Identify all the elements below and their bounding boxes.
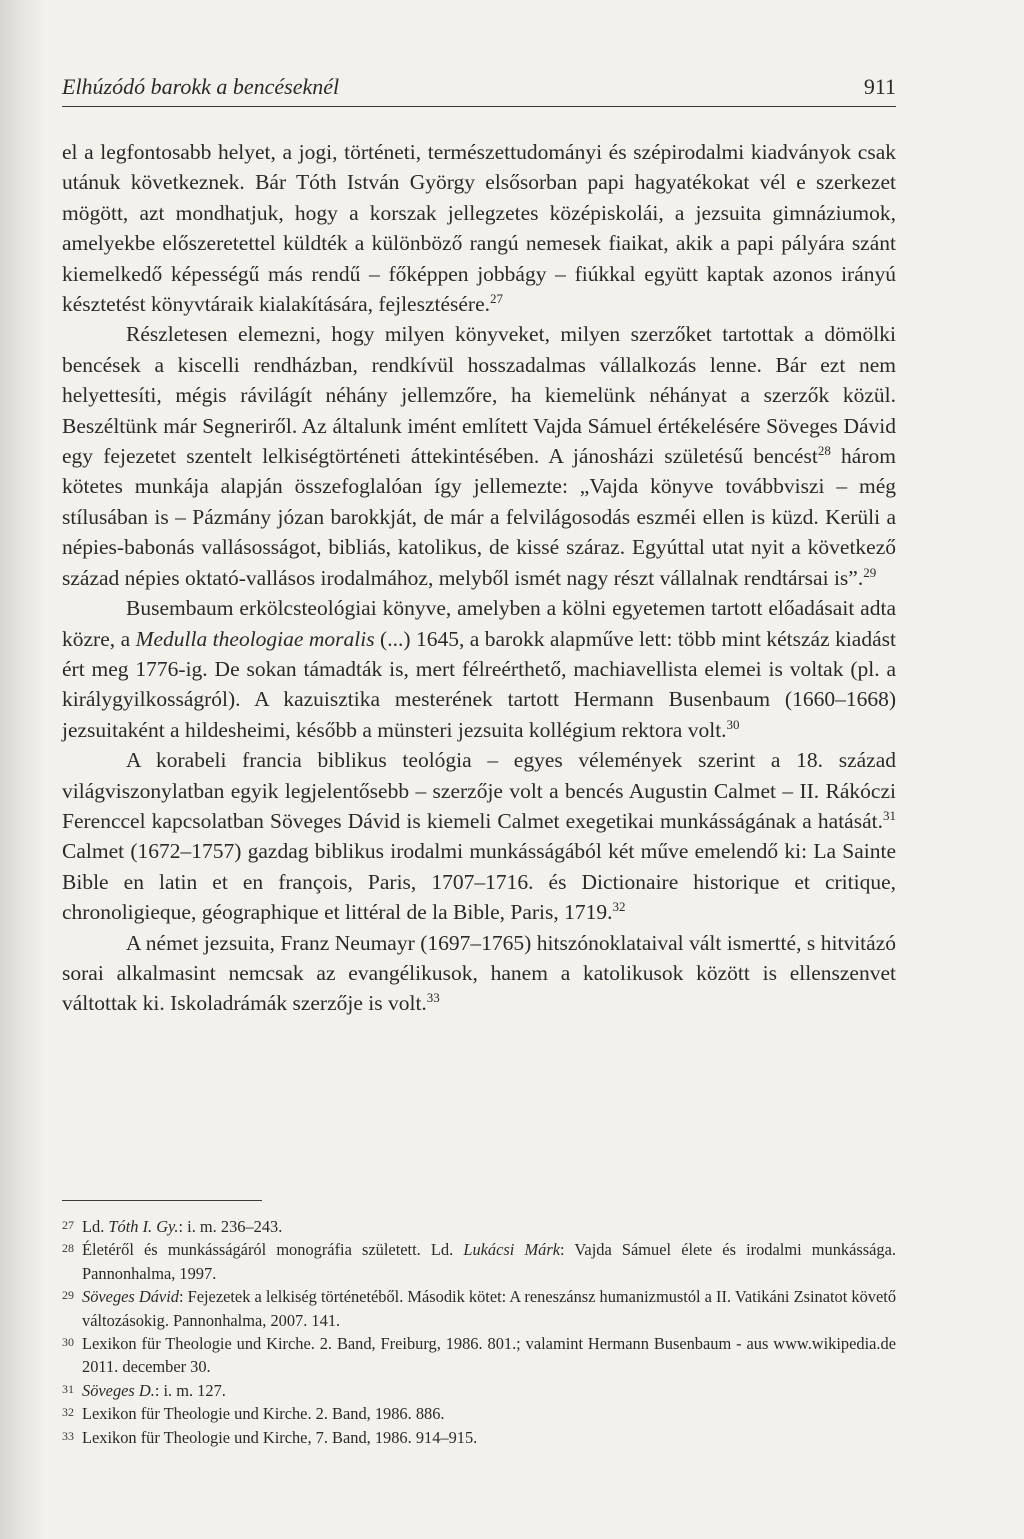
footnote-text-b: : i. m. 127. — [154, 1380, 226, 1400]
footnote-text — [82, 1215, 896, 1238]
footnote-text-b: : Vajda Sámuel élete és irodalmi munkássága. Pannonhalma, 1997. — [82, 1240, 896, 1283]
footnote-text-a: Lexikon für Theologie und Kirche, 7. Band, 1986. 914–915. — [82, 1427, 478, 1447]
paragraph-4-text-b: Calmet (1672–1757) gazdag biblikus irodalmi munkásságából két műve emelendő ki: La Sainte Bible en latin et en françois, Paris, 1707–1716. és Dictionaire historique et critique, chronoligieque, géographique et littéral de la Bible, Paris, 1719. — [62, 839, 896, 925]
footnote-text — [82, 1238, 896, 1285]
footnote-number: 33 — [62, 1428, 74, 1443]
body-text — [62, 137, 896, 1019]
book-title: Medulla theologiae moralis — [135, 626, 375, 651]
footnote-ref-31[interactable]: 31 — [883, 807, 896, 823]
footnote-30 — [62, 1332, 896, 1379]
footnote-text — [82, 1332, 896, 1379]
footnote-ref-30[interactable]: 30 — [726, 716, 740, 732]
footnote-32 — [62, 1402, 896, 1425]
footnote-ref-28[interactable]: 28 — [817, 442, 831, 458]
footnote-text — [82, 1379, 896, 1402]
page-number: 911 — [863, 74, 896, 99]
footnote-text — [82, 1402, 896, 1425]
footnote-number: 32 — [62, 1405, 74, 1420]
footnote-33 — [62, 1426, 896, 1449]
footnote-ref-32[interactable]: 32 — [612, 899, 626, 914]
footnote-ref-33[interactable]: 33 — [426, 990, 440, 1006]
paragraph-1-text: el a legfontosabb helyet, a jogi, történeti, természettudományi és szépirodalmi kiadványok csak utánuk következnek. Bár Tóth István György elsősorban papi hagyatékokat vél e szerkezet mögött, azt mondhatjuk, hogy a korszak jellegzetes középiskolái, a jezsuita gimnáziumok, amelyekbe előszeretettel küldték a különböző rangú nemesek fiaikat, akik a papi pályára szánt kiemelkedő képességű más rendű – főképpen jobbágy – fiúkkal együtt kaptak azonos irányú késztetést könyvtáraik kialakítására, fejlesztésére. — [62, 140, 896, 317]
page-binding-shadow — [0, 0, 46, 1539]
footnote-text-b: : i. m. 236–243. — [178, 1217, 283, 1236]
footnote-27 — [62, 1215, 896, 1238]
running-head-title: Elhúzódó barokk a bencéseknél — [62, 74, 340, 99]
footnote-number: 30 — [62, 1335, 74, 1350]
footnote-text — [82, 1426, 896, 1449]
footnote-text — [82, 1285, 896, 1332]
running-head — [62, 74, 896, 107]
paragraph-4-text-a: A korabeli francia biblikus teológia – egyes vélemények szerint a 18. század világviszonylatban egyik legjelentősebb – szerzője volt a bencés Augustin Calmet – II. Rákóczi Ferenccel kapcsolatban Söveges Dávid is kiemeli Calmet exegetikai munkásságának a hatását. — [62, 748, 896, 833]
paragraph-3 — [62, 593, 896, 745]
paragraph-2-text-a: Részletesen elemezni, hogy milyen könyveket, milyen szerzőket tartottak a dömölki bencések a kiscelli rendházban, rendkívül hosszadalmas vállalkozás lenne. Bár ezt nem helyettesíti, mégis rávilágít néhány jellemzőre, ha kiemelünk néhányat a szerzők közül. Beszéltünk már Segneriről. Az általunk imént említett Vajda Sámuel értékelésére Söveges Dávid egy fejezetet szentelt lelkiségtörténeti áttekintésében. A jánosházi születésű bencést — [62, 322, 896, 469]
paragraph-2-text-b: három kötetes munkája alapján összefoglalóan így jellemezte: „Vajda könyve továbbviszi – még stílusában is – Pázmány józan barokkját, de már a felvilágosodás eszméi ellen is küzd. Kerüli a népies-babonás vallásosságot, bibliás, katolikus, de kissé száraz. Egyúttal utat nyit a következő század népies oktató-vallásos irodalmához, melyből ismét nagy részt vállalnak rendtársai is”. — [62, 444, 896, 590]
footnotes — [62, 1200, 896, 1449]
footnote-text-a: Lexikon für Theologie und Kirche. 2. Band, 1986. 886. — [82, 1404, 445, 1424]
paragraph-1 — [62, 137, 896, 319]
footnote-author: Lukácsi Márk — [463, 1240, 560, 1260]
paragraph-2 — [62, 319, 896, 593]
footnote-author: Söveges D. — [82, 1380, 155, 1400]
footnote-31 — [62, 1379, 896, 1402]
paragraph-5 — [62, 928, 896, 1019]
footnote-text-a: Életéről és munkásságáról monográfia született. Ld. — [82, 1240, 464, 1260]
footnote-author: Söveges Dávid — [82, 1287, 179, 1307]
paragraph-5-text: A német jezsuita, Franz Neumayr (1697–1765) hitszónoklataival vált ismertté, s hitvitázó sorai alkalmasint nemcsak az evangélikusok, hanem a katolikusok között is ellenszenvet váltottak ki. Iskoladrámák szerzője is volt. — [62, 930, 896, 1016]
page — [62, 74, 896, 1019]
footnote-29 — [62, 1285, 896, 1332]
footnote-text-b: : Fejezetek a lelkiség történetéből. Második kötet: A reneszánsz humanizmustól a II. Vatikáni Zsinatot követő változásokig. Pannonhalma, 2007. 141. — [82, 1287, 897, 1330]
footnote-author: Tóth I. Gy. — [108, 1217, 179, 1236]
footnote-28 — [62, 1238, 896, 1285]
footnote-number: 28 — [62, 1241, 74, 1256]
footnote-number: 29 — [62, 1288, 74, 1303]
footnote-ref-27[interactable]: 27 — [490, 290, 504, 306]
paragraph-3-text-a: Busembaum erkölcsteológiai könyve, amelyben a kölni egyetemen tartott előadásait adta közre, a — [62, 596, 896, 651]
footnote-number: 27 — [62, 1218, 74, 1232]
paragraph-4 — [62, 745, 896, 927]
footnote-text-a: Ld. — [82, 1217, 109, 1236]
footnote-number: 31 — [62, 1381, 74, 1396]
footnote-ref-29[interactable]: 29 — [863, 564, 877, 580]
paragraph-3-text-b: (...) 1645, a barokk alapműve lett: több mint kétszáz kiadást ért meg 1776-ig. De sokan támadták is, mert félreérthető, machiavellista elemei is voltak (pl. a királygyilkosságról). A kazuisztika mesterének tartott Hermann Busenbaum (1660–1668) jezsuitaként a hildesheimi, később a münsteri jezsuita kollégium rektora volt. — [62, 626, 896, 742]
footnote-rule — [62, 1200, 262, 1201]
footnote-text-a: Lexikon für Theologie und Kirche. 2. Band, Freiburg, 1986. 801.; valamint Hermann Busenbaum - aus www.wikipedia.de 2011. december 30. — [82, 1334, 896, 1377]
